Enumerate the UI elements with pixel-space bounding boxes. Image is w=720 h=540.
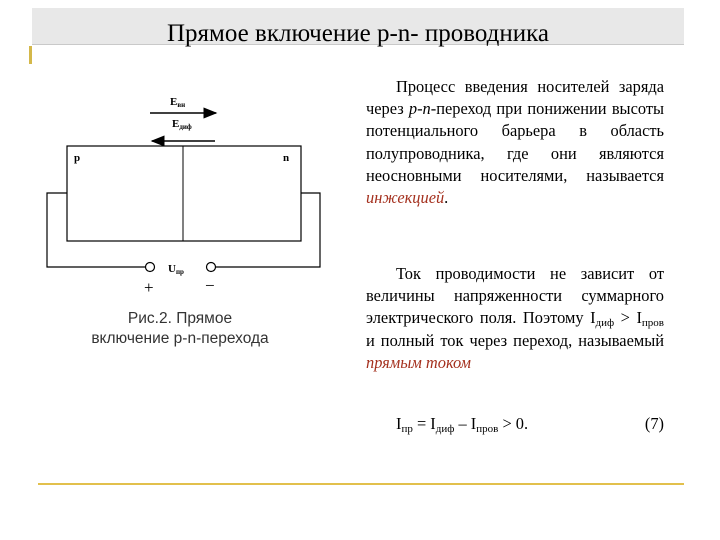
n-region-label: n [283,152,290,164]
external-field-label: Eвн [170,96,186,109]
paragraph-injection: Процесс введения носителей заряда через p-n-переход при понижении высоты потенциального барьера в область полупроводника, где они являются неосновными носителями, называется инжекцией. [366,77,664,208]
minus-terminal [207,263,216,272]
voltage-label: Uпр [168,263,184,276]
paragraph-forward-current: Ток проводимости не зависит от величины напряженности суммарного электрического поля. Поэтому $I_{диф} > I_{пров}$ и полный ток через переход, называемый прямым током [366,264,664,372]
bottom-rule [38,483,684,485]
term-injection: инжекцией [366,188,445,208]
slide-title: Прямое включение p-n- проводника [167,20,549,47]
p-region-label: p [74,152,81,164]
formula-number: (7) [644,414,664,433]
diffusion-field-label: Eдиф [172,118,192,131]
figure-caption [60,309,300,349]
caption-line-1: Рис.2. Прямое [127,310,233,327]
right-wire [216,193,320,267]
plus-terminal [146,263,155,272]
formula-7: $I_{пр} = I_{диф} - I_{пров} > 0$. (7) [396,414,664,435]
term-forward-current: прямым током [366,352,472,372]
caption-line-2: включение p-n-перехода [91,330,269,347]
plus-sign: + [144,278,154,297]
semiconductor-block [67,146,301,241]
left-wire [47,193,145,267]
minus-sign: − [205,276,215,295]
